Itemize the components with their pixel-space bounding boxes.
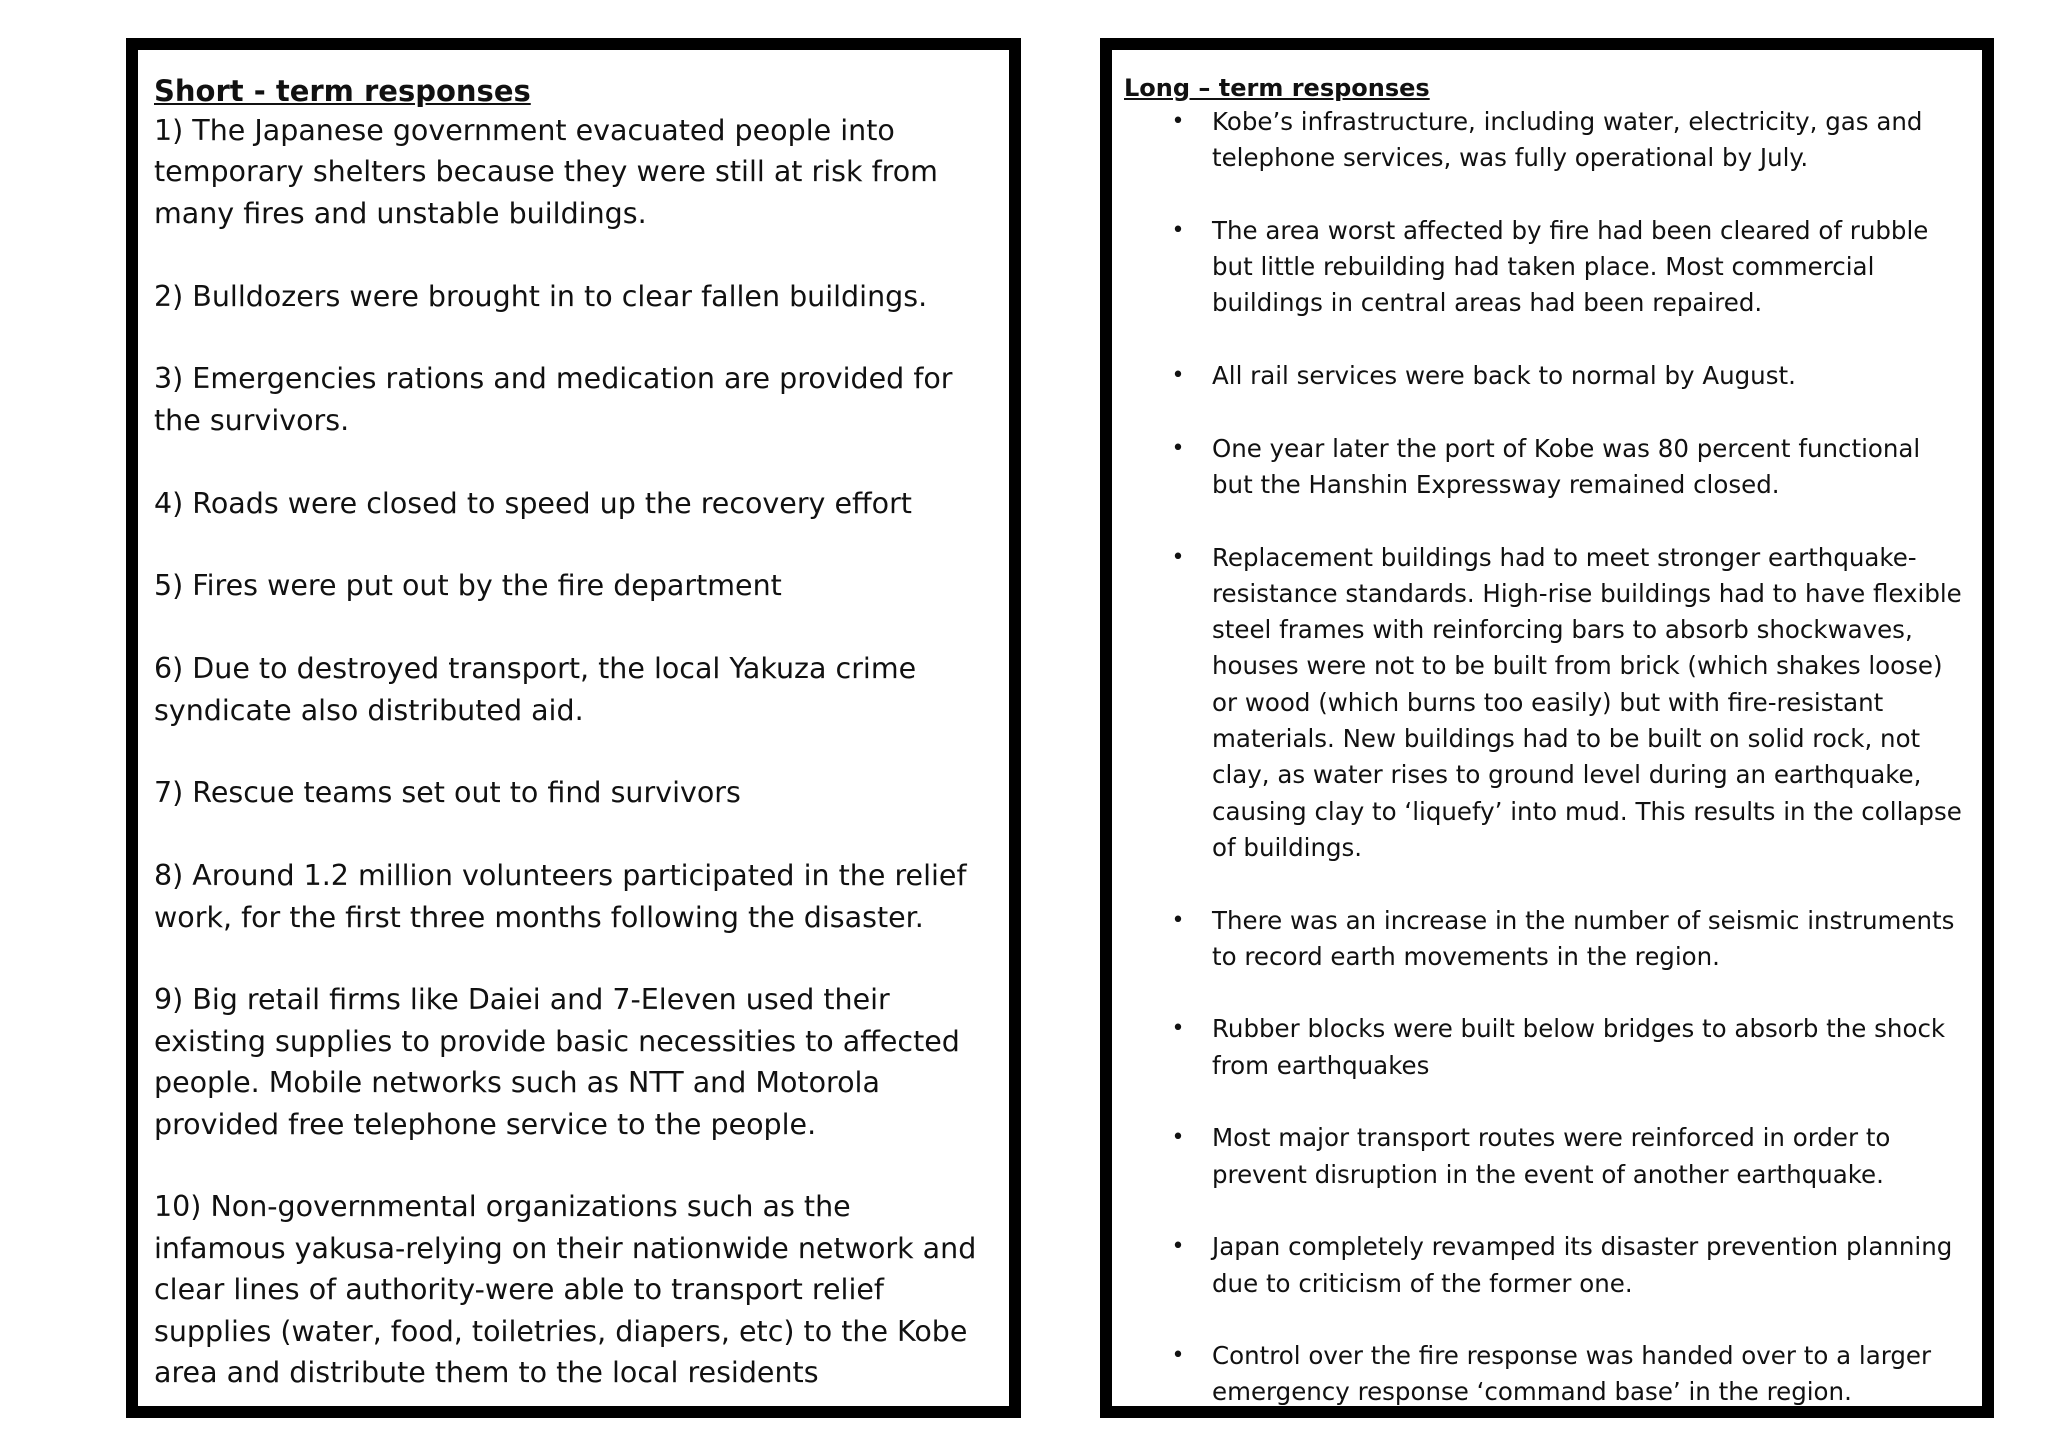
short-term-item: 10) Non-governmental organizations such as the infamous yakusa-relying on their nationwide network and clear lines of authority-were able to transport relief supplies (water, food, toiletries, diapers, etc) to the Kobe area and distribute them to the local residents [154, 1190, 977, 1390]
short-term-item: 4) Roads were closed to speed up the recovery effort [154, 486, 912, 520]
long-term-item-text: Kobe’s infrastructure, including water, electricity, gas and telephone services, was fully operational by July. [1212, 107, 1923, 173]
long-term-item [1124, 1011, 1962, 1084]
long-term-responses-panel [1100, 38, 1994, 1418]
short-term-item: 7) Rescue teams set out to find survivors [154, 776, 741, 810]
long-term-item-text: Rubber blocks were built below bridges to absorb the shock from earthquakes [1212, 1014, 1946, 1080]
long-term-item-text: One year later the port of Kobe was 80 percent functional but the Hanshin Expressway remained closed. [1212, 433, 1921, 499]
long-term-list [1124, 104, 1962, 1411]
long-term-item-text: Most major transport routes were reinforced in order to prevent disruption in the event of another earthquake. [1212, 1123, 1891, 1189]
long-term-item-text: Replacement buildings had to meet stronger earthquake-resistance standards. High-rise buildings had to have flexible steel frames with reinforcing bars to absorb shockwaves, houses were not to be built from brick (which shakes loose) or wood (which burns too easily) but with fire-resistant materials. New buildings had to be built on solid rock, not clay, as water rises to ground level during an earthquake, causing clay to ‘liquefy’ into mud. This results in the collapse of buildings. [1212, 542, 1962, 862]
short-term-item: 2) Bulldozers were brought in to clear fallen buildings. [154, 279, 928, 313]
bullet-icon: • [1171, 217, 1185, 243]
long-term-item [1124, 104, 1962, 177]
short-term-item: 8) Around 1.2 million volunteers participated in the relief work, for the first three months following the disaster. [154, 859, 967, 934]
long-term-item [1124, 540, 1962, 867]
long-term-item [1124, 1338, 1962, 1411]
long-term-item [1124, 358, 1962, 394]
short-term-responses-panel [126, 38, 1021, 1418]
long-term-item [1124, 903, 1962, 976]
bullet-icon: • [1171, 1125, 1185, 1151]
bullet-icon: • [1171, 1016, 1185, 1042]
bullet-icon: • [1171, 544, 1185, 570]
long-term-heading: Long – term responses [1124, 74, 1430, 102]
short-term-item: 3) Emergencies rations and medication are provided for the survivors. [154, 362, 953, 437]
long-term-item [1124, 213, 1962, 322]
long-term-item [1124, 1229, 1962, 1302]
short-term-item: 6) Due to destroyed transport, the local Yakuza crime syndicate also distributed aid. [154, 652, 917, 727]
short-term-item: 9) Big retail firms like Daiei and 7-Eleven used their existing supplies to provide basic necessities to affected people. Mobile networks such as NTT and Motorola provided free telephone service to the people. [154, 983, 960, 1141]
short-term-item: 5) Fires were put out by the fire department [154, 569, 782, 603]
bullet-icon: • [1171, 109, 1185, 134]
short-term-item: 1) The Japanese government evacuated people into temporary shelters because they were still at risk from many fires and unstable buildings. [154, 114, 938, 230]
long-term-item-text: All rail services were back to normal by August. [1212, 361, 1796, 391]
bullet-icon: • [1171, 1343, 1185, 1369]
long-term-item-text: There was an increase in the number of seismic instruments to record earth movements in the region. [1212, 905, 1955, 971]
long-term-item-text: The area worst affected by fire had been cleared of rubble but little rebuilding had taken place. Most commercial buildings in central areas had been repaired. [1212, 215, 1929, 318]
long-term-item-text: Japan completely revamped its disaster prevention planning due to criticism of the former one. [1212, 1232, 1953, 1298]
bullet-icon: • [1171, 907, 1185, 933]
short-term-heading: Short - term responses [154, 74, 531, 108]
short-term-list [154, 110, 991, 1393]
bullet-icon: • [1171, 363, 1185, 389]
long-term-item-text: Control over the fire response was handed over to a larger emergency response ‘command base’ in the region. [1212, 1341, 1932, 1407]
bullet-icon: • [1171, 435, 1185, 461]
bullet-icon: • [1171, 1234, 1185, 1260]
long-term-item [1124, 431, 1962, 504]
long-term-item [1124, 1120, 1962, 1193]
